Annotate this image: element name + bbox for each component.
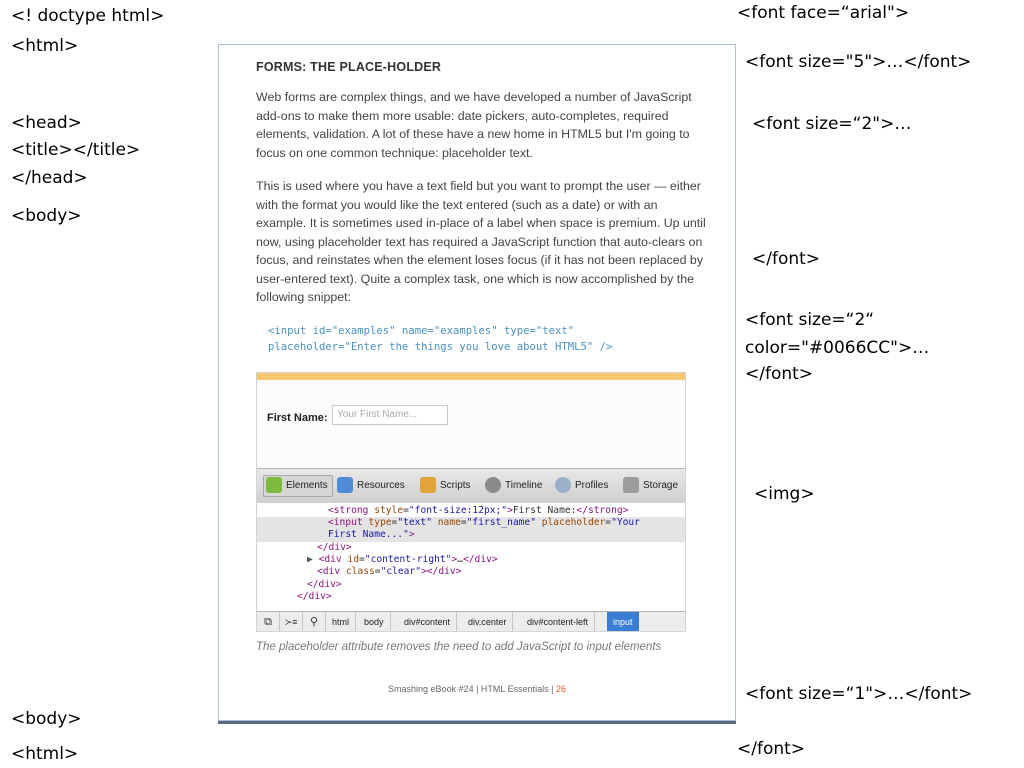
tab-profiles [555, 477, 608, 495]
label-head-close: </head> [11, 168, 88, 188]
label-html-open: <html> [11, 36, 79, 56]
label-title: <title></title> [11, 140, 141, 160]
tab-label: Resources [357, 480, 405, 491]
label-font-close: </font> [752, 249, 821, 269]
tab-label: Timeline [505, 480, 543, 491]
label-font-size2: <font size=“2">… [752, 114, 912, 134]
first-name-input: Your First Name... [332, 405, 448, 425]
page-footer [219, 684, 735, 694]
first-name-label: First Name: [267, 412, 328, 424]
source-line: <input type="text" name="first_name" placeholder="Your [328, 517, 640, 528]
label-font-color-1: <font size=“2“ [745, 310, 875, 330]
source-line: </div> [317, 542, 352, 553]
label-font-color-2: color="#0066CC">… [745, 338, 930, 358]
tab-label: Scripts [440, 480, 471, 491]
label-body-open: <body> [11, 206, 82, 226]
devtools-screenshot [256, 372, 686, 632]
breadcrumb [257, 611, 685, 632]
label-font-color-3: </font> [745, 364, 814, 384]
page-banner [257, 373, 685, 380]
search-icon: ⚲ [303, 612, 326, 632]
book-page [218, 44, 736, 721]
code-line: <input id="examples" name="examples" type="text" [268, 325, 575, 337]
crumb-div-center: div.center [462, 612, 513, 632]
dock-icon: ⧉ [257, 612, 280, 632]
scripts-icon [420, 477, 436, 493]
crumb-input: input [607, 612, 639, 632]
tab-resources [337, 477, 405, 495]
dom-source [257, 503, 685, 611]
label-font-face: <font face=“arial"> [737, 3, 910, 23]
label-doctype: <! doctype html> [11, 6, 165, 26]
tab-timeline [485, 477, 542, 495]
page-number: 26 [555, 684, 566, 694]
label-font-close-final: </font> [737, 739, 806, 759]
source-line: <strong style="font-size:12px;">First Name:</strong> [328, 505, 629, 516]
storage-icon [623, 477, 639, 493]
code-snippet [268, 323, 612, 355]
source-line: </div> [297, 591, 332, 602]
form-preview [257, 380, 685, 468]
console-icon: ≻≡ [280, 612, 303, 632]
crumb-html: html [326, 612, 356, 632]
label-html-close: <html> [11, 744, 79, 764]
source-line: ▶ <div id="content-right">…</div> [307, 554, 498, 565]
tab-scripts [420, 477, 471, 495]
crumb-body: body [358, 612, 391, 632]
page-heading: FORMS: THE PLACE-HOLDER [256, 60, 442, 74]
source-line: <div class="clear"></div> [317, 566, 462, 577]
tab-label: Storage [643, 480, 679, 491]
figure-caption: The placeholder attribute removes the need to add JavaScript to input elements [256, 641, 662, 653]
label-head-open: <head> [11, 113, 82, 133]
tab-label: Elements [286, 480, 328, 491]
tab-label: Profiles [575, 480, 609, 491]
label-body-close: <body> [11, 709, 82, 729]
resources-icon [337, 477, 353, 493]
profiles-icon [555, 477, 571, 493]
paragraph-detail: This is used where you have a text field but you want to prompt the user — either with the format you would like the text entered (such as a date) or with an example. It is sometimes used in-place of a label when space is premium. Up until now, using placeholder text has required a JavaScript function that auto-clears on focus, and reinstates when the element loses focus (if it has not been replaced by user-entered text). Quite a complex task, one which is now accomplished by the following snippet: [256, 179, 706, 304]
tab-storage [623, 477, 678, 495]
label-img: <img> [754, 484, 815, 504]
paragraph-intro: Web forms are complex things, and we have developed a number of JavaScript add-ons to make them more usable: date pickers, auto-completes, required elements, validation. A lot of these have a new home in HTML5 but I'm going to focus on one common technique: placeholder text. [256, 90, 692, 160]
crumb-div-content-left: div#content-left [521, 612, 595, 632]
label-font-size5: <font size="5">…</font> [745, 52, 972, 72]
code-line: placeholder="Enter the things you love about HTML5" /> [268, 341, 613, 353]
tab-elements [263, 475, 333, 497]
devtools-toolbar [257, 468, 685, 504]
source-line: </div> [307, 579, 342, 590]
label-font-size1: <font size=“1">…</font> [745, 684, 973, 704]
timeline-icon [485, 477, 501, 493]
crumb-div-content: div#content [398, 612, 457, 632]
elements-icon [266, 477, 282, 493]
footer-book-title: Smashing eBook #24 | HTML Essentials | [388, 684, 556, 694]
source-line: First Name..."> [328, 529, 415, 540]
